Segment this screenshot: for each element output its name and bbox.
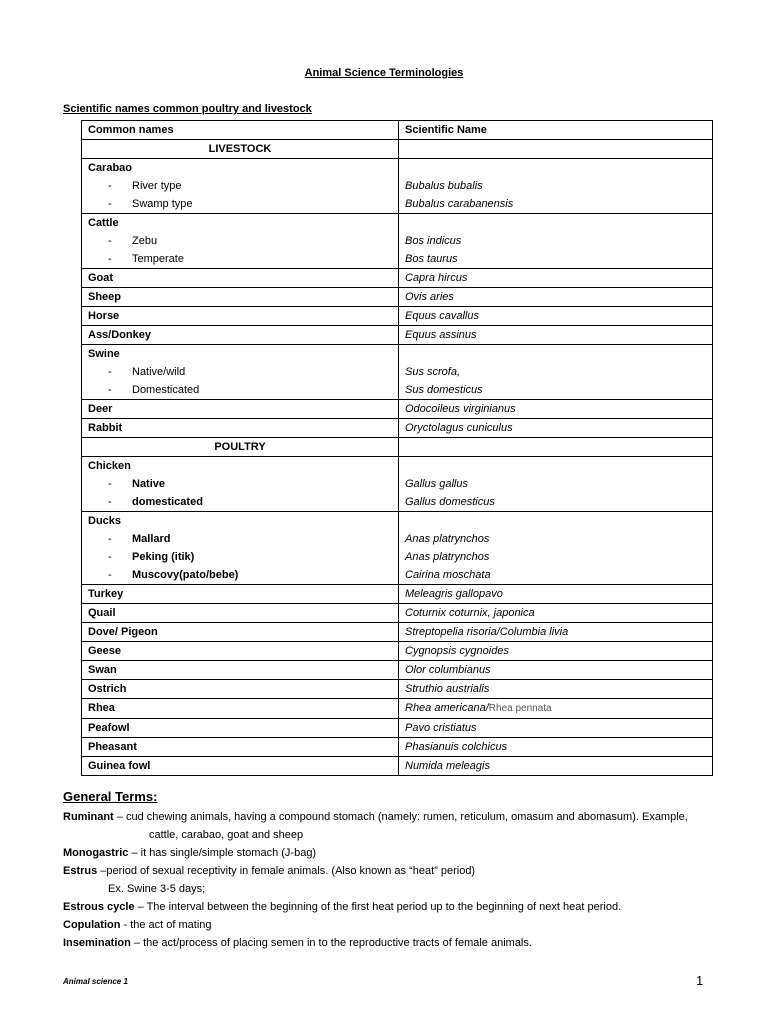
scientific-name: Bubalus carabanensis	[405, 198, 514, 210]
scientific-name: Bubalus bubalis	[405, 180, 483, 192]
table-row	[82, 269, 713, 288]
table-row	[82, 642, 713, 661]
animal-name: Sheep	[82, 288, 399, 307]
subtype: - Muscovy(pato/bebe)	[108, 569, 239, 581]
table-row	[82, 699, 713, 719]
scientific-name: Sus scrofa,	[405, 366, 461, 378]
scientific-name: Bos indicus	[405, 235, 462, 247]
scientific-name: Rhea americana/Rhea pennata	[399, 699, 713, 719]
table-row	[82, 159, 713, 214]
animal-name: Rhea	[82, 699, 399, 719]
scientific-name: Meleagris gallopavo	[399, 585, 713, 604]
subtype: - Native	[108, 478, 166, 490]
table-row	[82, 288, 713, 307]
table-row	[82, 661, 713, 680]
subtype: - Zebu	[108, 235, 158, 247]
animal-name: Chicken	[88, 460, 131, 472]
animal-name: Guinea fowl	[82, 757, 399, 776]
table-caption: Scientific names common poultry and livestock	[63, 103, 312, 115]
term-estrus: Estrus –period of sexual receptivity in female animals. (Also known as “heat” period)	[63, 865, 476, 877]
animal-name: Pheasant	[82, 738, 399, 757]
section-row-poultry	[82, 438, 713, 457]
scientific-name: Coturnix coturnix, japonica	[399, 604, 713, 623]
animal-name: Ostrich	[82, 680, 399, 699]
term-ruminant: Ruminant – cud chewing animals, having a compound stomach (namely: rumen, reticulum, omasum and abomasum). Example,	[63, 811, 688, 823]
scientific-name: Odocoileus virginianus	[399, 400, 713, 419]
scientific-name: Bos taurus	[405, 253, 458, 265]
scientific-name: Anas platrynchos	[405, 551, 490, 563]
section-label-livestock: LIVESTOCK	[82, 140, 399, 159]
subtype: - Swamp type	[108, 198, 193, 210]
term-estrous-cycle: Estrous cycle – The interval between the beginning of the first heat period up to the beginning of next heat period.	[63, 901, 622, 913]
scientific-name: Ovis aries	[399, 288, 713, 307]
header-common-names: Common names	[82, 121, 399, 140]
animal-name: Ducks	[88, 515, 122, 527]
animal-name: Swan	[82, 661, 399, 680]
scientific-name: Numida meleagis	[399, 757, 713, 776]
subtype: - domesticated	[108, 496, 203, 508]
table-row	[82, 719, 713, 738]
animal-name: Goat	[82, 269, 399, 288]
scientific-name: Struthio austrialis	[399, 680, 713, 699]
table-row	[82, 757, 713, 776]
term-insemination: Insemination – the act/process of placing semen in to the reproductive tracts of female animals.	[63, 937, 532, 949]
animal-name: Dove/ Pigeon	[82, 623, 399, 642]
term-copulation: Copulation - the act of mating	[63, 919, 212, 931]
term-estrus-example: Ex. Swine 3-5 days;	[108, 883, 206, 895]
scientific-name: Phasianuis colchicus	[399, 738, 713, 757]
subtype: - Native/wild	[108, 366, 186, 378]
table-row	[82, 457, 713, 512]
table-row	[82, 738, 713, 757]
scientific-names-table	[81, 120, 713, 776]
table-row	[82, 585, 713, 604]
scientific-name: Equus cavallus	[399, 307, 713, 326]
term-monogastric: Monogastric – it has single/simple stomach (J-bag)	[63, 847, 317, 859]
scientific-name: Anas platrynchos	[405, 533, 490, 545]
animal-name: Geese	[82, 642, 399, 661]
subtype: - River type	[108, 180, 182, 192]
animal-name: Ass/Donkey	[82, 326, 399, 345]
animal-name: Peafowl	[82, 719, 399, 738]
animal-name: Swine	[88, 348, 120, 360]
scientific-name: Capra hircus	[399, 269, 713, 288]
table-row	[82, 400, 713, 419]
scientific-name: Gallus domesticus	[405, 496, 495, 508]
general-terms-list	[63, 808, 723, 952]
scientific-name: Oryctolagus cuniculus	[399, 419, 713, 438]
animal-name: Rabbit	[82, 419, 399, 438]
scientific-name: Gallus gallus	[405, 478, 468, 490]
table-row	[82, 419, 713, 438]
subtype: - Domesticated	[108, 384, 200, 396]
scientific-name: Pavo cristiatus	[399, 719, 713, 738]
table-row	[82, 680, 713, 699]
animal-name: Carabao	[88, 162, 133, 174]
animal-name: Quail	[82, 604, 399, 623]
alternate-scientific-name: Rhea pennata	[488, 703, 552, 714]
animal-name: Turkey	[82, 585, 399, 604]
scientific-name: Cygnopsis cygnoides	[399, 642, 713, 661]
page-number: 1	[696, 973, 704, 988]
table-row	[82, 307, 713, 326]
scientific-name: Equus assinus	[399, 326, 713, 345]
term-ruminant-continued: cattle, carabao, goat and sheep	[149, 829, 304, 841]
scientific-name: Sus domesticus	[405, 384, 483, 396]
table-row	[82, 604, 713, 623]
scientific-name: Cairina moschata	[405, 569, 491, 581]
document-title: Animal Science Terminologies	[304, 67, 464, 79]
section-label-poultry: POULTRY	[82, 438, 399, 457]
table-row	[82, 623, 713, 642]
subtype: - Mallard	[108, 533, 171, 545]
table-row	[82, 512, 713, 585]
subtype: - Temperate	[108, 253, 184, 265]
header-scientific-name: Scientific Name	[399, 121, 713, 140]
section-row-livestock	[82, 140, 713, 159]
footer-course-label: Animal science 1	[63, 977, 128, 986]
scientific-name: Olor columbianus	[399, 661, 713, 680]
scientific-name: Streptopelia risoria/Columbia livia	[399, 623, 713, 642]
table-row	[82, 345, 713, 400]
animal-name: Cattle	[88, 217, 119, 229]
subtype: - Peking (itik)	[108, 551, 195, 563]
table-row	[82, 326, 713, 345]
table-row	[82, 214, 713, 269]
general-terms-heading: General Terms:	[63, 789, 158, 804]
animal-name: Horse	[82, 307, 399, 326]
animal-name: Deer	[82, 400, 399, 419]
table-header-row	[82, 121, 713, 140]
